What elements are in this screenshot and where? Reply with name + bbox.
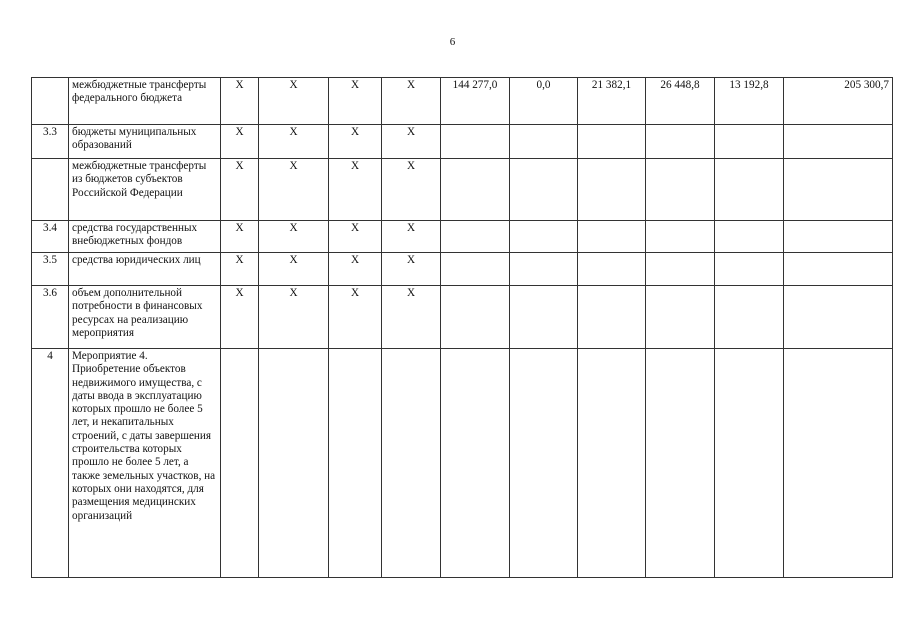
row-number xyxy=(32,159,69,221)
value-cell xyxy=(646,125,715,159)
x-mark-cell: X xyxy=(329,159,382,221)
value-cell-total xyxy=(784,159,893,221)
value-cell xyxy=(441,253,510,286)
value-cell xyxy=(510,125,578,159)
table-row xyxy=(32,253,893,286)
table-row xyxy=(32,286,893,349)
row-description: Мероприятие 4. Приобретение объектов недвижимого имущества, с даты ввода в эксплуатацию которых прошло не более 5 лет, и некапитальных строений, с даты завершения строительства которых прошло не более 5 лет, а также земельных участков, на которых они находятся, для размещения медицинских организаций xyxy=(69,349,221,578)
value-cell xyxy=(510,221,578,253)
value-cell xyxy=(510,253,578,286)
value-cell: 26 448,8 xyxy=(646,78,715,125)
table-row xyxy=(32,78,893,125)
x-mark-cell: X xyxy=(329,78,382,125)
value-cell xyxy=(715,349,784,578)
value-cell xyxy=(578,349,646,578)
value-cell xyxy=(578,221,646,253)
value-cell-total xyxy=(784,286,893,349)
x-mark-cell: X xyxy=(329,221,382,253)
x-mark-cell: X xyxy=(259,221,329,253)
x-mark-cell: X xyxy=(329,286,382,349)
x-mark-cell: X xyxy=(221,253,259,286)
x-mark-cell: X xyxy=(382,286,441,349)
row-number: 3.3 xyxy=(32,125,69,159)
x-mark-cell: X xyxy=(382,159,441,221)
x-mark-cell: X xyxy=(259,253,329,286)
x-mark-cell: X xyxy=(221,221,259,253)
value-cell xyxy=(578,159,646,221)
x-mark-cell: X xyxy=(259,125,329,159)
x-mark-cell: X xyxy=(259,159,329,221)
budget-table xyxy=(31,77,893,578)
value-cell xyxy=(441,349,510,578)
x-mark-cell: X xyxy=(221,286,259,349)
table-row xyxy=(32,159,893,221)
row-number: 3.4 xyxy=(32,221,69,253)
value-cell: 13 192,8 xyxy=(715,78,784,125)
table-row xyxy=(32,221,893,253)
row-number: 3.6 xyxy=(32,286,69,349)
row-number xyxy=(32,78,69,125)
value-cell xyxy=(646,159,715,221)
x-mark-cell: X xyxy=(259,78,329,125)
row-description: межбюджетные трансферты из бюджетов субъектов Российской Федерации xyxy=(69,159,221,221)
value-cell-total xyxy=(784,221,893,253)
x-mark-cell xyxy=(259,349,329,578)
value-cell-total xyxy=(784,349,893,578)
value-cell-total xyxy=(784,253,893,286)
x-mark-cell: X xyxy=(221,78,259,125)
row-number: 4 xyxy=(32,349,69,578)
row-description: межбюджетные трансферты федерального бюджета xyxy=(69,78,221,125)
x-mark-cell: X xyxy=(382,221,441,253)
x-mark-cell: X xyxy=(221,159,259,221)
value-cell: 21 382,1 xyxy=(578,78,646,125)
x-mark-cell: X xyxy=(221,125,259,159)
value-cell xyxy=(441,221,510,253)
value-cell xyxy=(715,125,784,159)
x-mark-cell: X xyxy=(329,125,382,159)
value-cell xyxy=(441,159,510,221)
x-mark-cell: X xyxy=(259,286,329,349)
x-mark-cell xyxy=(382,349,441,578)
value-cell-total: 205 300,7 xyxy=(784,78,893,125)
value-cell xyxy=(578,286,646,349)
value-cell xyxy=(646,349,715,578)
row-description: бюджеты муниципальных образований xyxy=(69,125,221,159)
value-cell xyxy=(578,125,646,159)
value-cell xyxy=(646,253,715,286)
value-cell xyxy=(510,286,578,349)
x-mark-cell xyxy=(329,349,382,578)
table-row xyxy=(32,349,893,578)
value-cell xyxy=(715,286,784,349)
value-cell: 0,0 xyxy=(510,78,578,125)
table-row xyxy=(32,125,893,159)
value-cell xyxy=(715,253,784,286)
value-cell xyxy=(715,221,784,253)
value-cell xyxy=(578,253,646,286)
x-mark-cell: X xyxy=(382,125,441,159)
x-mark-cell: X xyxy=(382,253,441,286)
x-mark-cell: X xyxy=(329,253,382,286)
value-cell-total xyxy=(784,125,893,159)
value-cell xyxy=(510,159,578,221)
x-mark-cell xyxy=(221,349,259,578)
value-cell xyxy=(441,125,510,159)
value-cell xyxy=(646,221,715,253)
page-number: 6 xyxy=(449,36,456,48)
x-mark-cell: X xyxy=(382,78,441,125)
value-cell xyxy=(715,159,784,221)
row-number: 3.5 xyxy=(32,253,69,286)
value-cell xyxy=(646,286,715,349)
value-cell xyxy=(441,286,510,349)
row-description: средства юридических лиц xyxy=(69,253,221,286)
row-description: объем дополнительной потребности в финансовых ресурсах на реализацию мероприятия xyxy=(69,286,221,349)
row-description: средства государственных внебюджетных фондов xyxy=(69,221,221,253)
value-cell: 144 277,0 xyxy=(441,78,510,125)
value-cell xyxy=(510,349,578,578)
